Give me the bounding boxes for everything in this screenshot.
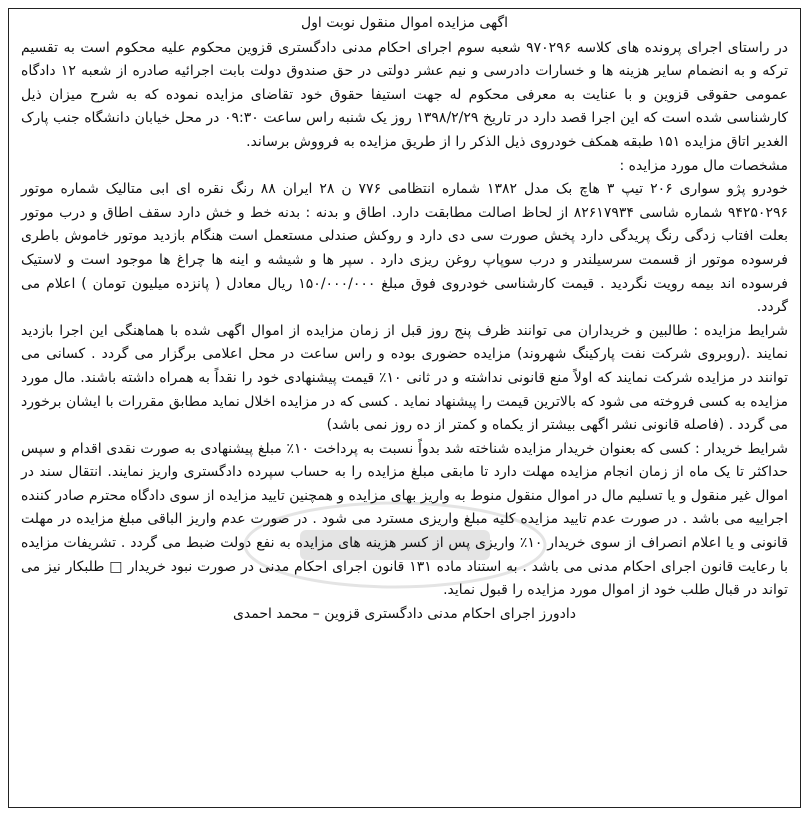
specs-paragraph: خودرو پژو سواری ۲۰۶ تیپ ۳ هاچ بک مدل ۱۳۸۲ شماره انتظامی ۷۷۶ ن ۲۸ ایران ۸۸ رنگ نقره ای ابی متالیک شماره موتور ۹۴۲۵۰۲۹۶ شماره شاسی ۸۲۶۱۷۹۳۴ از لحاظ اصالت مطابقت دارد. اطاق و بدنه : بدنه خط و خش دارد سقف اطاق و درب موتور بعلت افتاب زدگی رنگ پریدگی دارد پخش صورت سی دی دارد و روکش صندلی مستعمل است هنگام بازدید موتور خاموش باطری فرسوده موتور از قسمت سرسیلندر و درب سوپاپ روغن ریزی دارد . سپر ها و شیشه و اینه ها چراغ ها موجود است و لاستیک فرسوده اند بیمه رویت نگردید . قیمت کارشناسی خودروی فوق مبلغ ۱۵۰/۰۰۰/۰۰۰ ریال معادل ( پانزده میلیون تومان ) اعلام می گردد. [21,181,789,316]
specs-heading: مشخصات مال مورد مزایده : [619,157,788,174]
signature-line: دادورز اجرای احکام مدنی دادگستری قزوین – محمد احمدی [232,605,577,622]
conditions-paragraph: شرایط مزایده : طالبین و خریداران می توانند ظرف پنج روز قبل از زمان مزایده از اموال اگهی شده با هماهنگی این اجرا بازدید نمایند .(روبروی شرکت نفت پارکینگ شهروند) مزایده حضوری بوده و راس ساعت در محل اعلامی برگزار می گردد . کسانی می توانند در مزایده شرکت نمایند که اولاً منع قانونی نداشته و در ثانی ۱۰٪ قیمت پیشنهادی خود را نقداً به همراه داشته باشند. مال مورد مزایده به کسی فروخته می شود که بالاترین قیمت را پیشنهاد نماید . کسی که در مزایده اخلال نماید مطابق مقررات با ایشان برخورد می گردد . (فاصله قانونی نشر اگهی بیشتر از یکماه و کمتر از ده روز نمی باشد) [21,322,788,434]
buyer-conditions-paragraph: شرایط خریدار : کسی که بعنوان خریدار مزایده شناخته شد بدواً نسبت به پرداخت ۱۰٪ مبلغ پیشنهادی به صورت نقدی اقدام و سپس حداکثر تا یک ماه از زمان انجام مزایده مهلت دارد تا مابقی مبلغ مزایده را به حساب سپرده دادگستری واریز نمایند. انتقال سند در اموال غیر منقول و یا تسلیم مال در اموال منقول منوط به واریز بهای مزایده و همچنین تایید مزایده از سوی دادگاه محترم صادر کننده اجراییه می باشد . در صورت عدم تایید مزایده کلیه مبلغ واریزی مسترد می شود . در صورت عدم واریز الباقی مبلغ مزایده در مهلت قانونی و یا اعلام انصراف از سوی خریدار ۱۰٪ واریزی پس از کسر هزینه های مزایده به نفع دولت ضبط می گردد . تشریفات مزایده با رعایت قانون اجرای احکام مدنی می باشد . به استناد ماده ۱۳۱ قانون اجرای احکام مدنی در صورت نبود خریدار □ طلبکار نیز می تواند در قبال طلب خود از اموال مورد مزایده را قبول نماید. [21,440,789,599]
intro-paragraph: در راستای اجرای پرونده های کلاسه ۹۷۰۲۹۶ شعبه سوم اجرای احکام مدنی دادگستری قزوین محکوم علیه محکوم است به تقسیم ترکه و به انضمام سایر هزینه ها و خسارات دادرسی و نیم عشر دولتی در حق صندوق دولت بابت اجرائیه صادره از شعبه ۱۲ دادگاه عمومی حقوقی قزوین و با عنایت به معرفی محکوم له جهت استیفا حقوق خود تقاضای مزایده نموده که به شرح میزان ذیل کارشناسی شده است که این اجرا قصد دارد در تاریخ ۱۳۹۸/۲/۲۹ روز یک شنبه راس ساعت ۰۹:۳۰ در محل خیابان دانشگاه جنب پارک الغدیر اتاق مزایده ۱۵۱ طبقه همکف خودروی ذیل الذکر را از طریق مزایده به فرووش برساند. [21,39,789,150]
notice-title: اگهی مزایده اموال منقول نوبت اول [300,15,509,31]
auction-notice [8,8,801,808]
